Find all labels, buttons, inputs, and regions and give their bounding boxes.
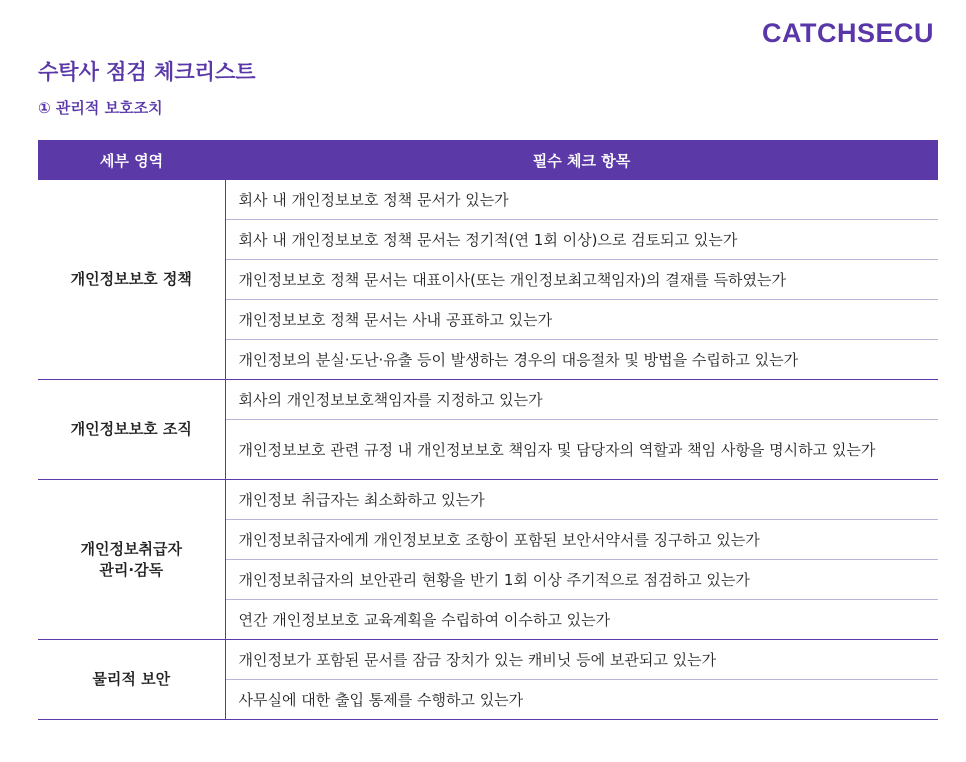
- check-item: 개인정보보호 관련 규정 내 개인정보보호 책임자 및 담당자의 역할과 책임 사항을 명시하고 있는가: [225, 420, 938, 480]
- page-title: 수탁사 점검 체크리스트: [38, 60, 256, 84]
- checklist-table: [38, 140, 938, 720]
- area-physical-security: 물리적 보안: [38, 640, 225, 720]
- check-item: 개인정보 취급자는 최소화하고 있는가: [225, 480, 938, 520]
- check-item: 개인정보가 포함된 문서를 잠금 장치가 있는 캐비닛 등에 보관되고 있는가: [225, 640, 938, 680]
- check-item: 회사의 개인정보보호책임자를 지정하고 있는가: [225, 380, 938, 420]
- check-item: 회사 내 개인정보보호 정책 문서가 있는가: [225, 180, 938, 220]
- check-item: 개인정보의 분실·도난·유출 등이 발생하는 경우의 대응절차 및 방법을 수립하고 있는가: [225, 340, 938, 380]
- table-row: [38, 180, 938, 220]
- table-row: [38, 480, 938, 520]
- check-item: 개인정보보호 정책 문서는 사내 공표하고 있는가: [225, 300, 938, 340]
- section-subtitle: ① 관리적 보호조치: [38, 99, 163, 117]
- catchsecu-logo: CATCHSECU: [762, 18, 934, 48]
- check-item: 연간 개인정보보호 교육계획을 수립하여 이수하고 있는가: [225, 600, 938, 640]
- table-header-row: [38, 140, 938, 180]
- area-privacy-organization: 개인정보보호 조직: [38, 380, 225, 480]
- header-check-items: 필수 체크 항목: [225, 140, 938, 180]
- table-row: [38, 380, 938, 420]
- check-item: 개인정보보호 정책 문서는 대표이사(또는 개인정보최고책임자)의 결재를 득하였는가: [225, 260, 938, 300]
- check-item: 개인정보취급자의 보안관리 현황을 반기 1회 이상 주기적으로 점검하고 있는가: [225, 560, 938, 600]
- area-privacy-policy: 개인정보보호 정책: [38, 180, 225, 380]
- header-area: 세부 영역: [38, 140, 225, 180]
- check-item: 사무실에 대한 출입 통제를 수행하고 있는가: [225, 680, 938, 720]
- check-item: 개인정보취급자에게 개인정보보호 조항이 포함된 보안서약서를 징구하고 있는가: [225, 520, 938, 560]
- table-row: [38, 640, 938, 680]
- check-item: 회사 내 개인정보보호 정책 문서는 정기적(연 1회 이상)으로 검토되고 있는가: [225, 220, 938, 260]
- area-handler-supervision: [38, 480, 225, 640]
- area-line: 관리·감독: [99, 560, 164, 579]
- area-line: 개인정보취급자: [80, 539, 182, 558]
